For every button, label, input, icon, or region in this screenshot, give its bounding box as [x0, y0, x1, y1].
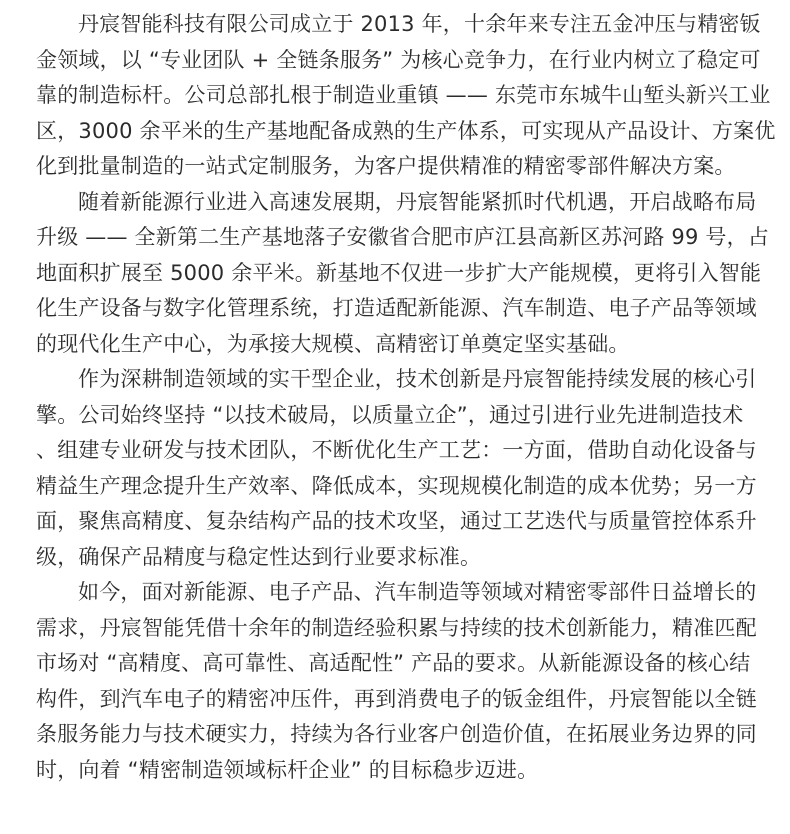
- paragraph-outlook: [36, 575, 772, 788]
- paragraph-line: 面，聚焦高精度、复杂结构产品的技术攻坚，通过工艺迭代与质量管控体系升: [36, 509, 757, 533]
- paragraph-expansion: [36, 185, 772, 363]
- paragraph-line: 作为深耕制造领域的实干型企业，技术创新是丹宸智能持续发展的核心引: [78, 367, 757, 391]
- paragraph-company-intro: [36, 7, 776, 185]
- paragraph-line: 擎。公司始终坚持 “以技术破局，以质量立企”，通过引进行业先进制造技术: [36, 402, 744, 427]
- paragraph-line: 级，确保产品精度与稳定性达到行业要求标准。: [36, 544, 482, 569]
- paragraph-line: 升级 —— 全新第二生产基地落子安徽省合肥市庐江县高新区苏河路 99 号，占: [36, 225, 770, 249]
- paragraph-line: 随着新能源行业进入高速发展期，丹宸智能紧抓时代机遇，开启战略布局: [78, 189, 757, 214]
- paragraph-line: 地面积扩展至 5000 余平米。新基地不仅进一步扩大产能规模，更将引入智能: [36, 260, 762, 285]
- paragraph-line: 时，向着 “精密制造领域标杆企业” 的目标稳步迈进。: [36, 757, 539, 782]
- paragraph-line: 精益生产理念提升生产效率、降低成本，实现规模化制造的成本优势；另一方: [36, 473, 757, 498]
- paragraph-line: 化到批量制造的一站式定制服务，为客户提供精准的精密零部件解决方案。: [36, 154, 736, 178]
- paragraph-line: 丹宸智能科技有限公司成立于 2013 年，十余年来专注五金冲压与精密钣: [78, 12, 761, 36]
- paragraph-line: 区，3000 余平米的生产基地配备成熟的生产体系，可实现从产品设计、方案优: [36, 118, 776, 143]
- paragraph-innovation: [36, 362, 772, 575]
- paragraph-line: 需求，丹宸智能凭借十余年的制造经验积累与持续的技术创新能力，精准匹配: [36, 615, 757, 640]
- paragraph-line: 市场对 “高精度、高可靠性、高适配性” 产品的要求。从新能源设备的核心结: [36, 651, 751, 675]
- paragraph-line: 、组建专业研发与技术团队，不断优化生产工艺：一方面，借助自动化设备与: [36, 438, 757, 462]
- paragraph-line: 化生产设备与数字化管理系统，打造适配新能源、汽车制造、电子产品等领域: [36, 296, 757, 320]
- paragraph-line: 条服务能力与技术硬实力，持续为各行业客户创造价值，在拓展业务边界的同: [36, 722, 757, 746]
- paragraph-line: 金领域，以 “专业团队 + 全链条服务” 为核心竞争力，在行业内树立了稳定可: [36, 47, 761, 72]
- paragraph-line: 构件，到汽车电子的精密冲压件，再到消费电子的钣金组件，丹宸智能以全链: [36, 686, 757, 711]
- paragraph-line: 如今，面对新能源、电子产品、汽车制造等领域对精密零部件日益增长的: [78, 580, 757, 604]
- paragraph-line: 靠的制造标杆。公司总部扎根于制造业重镇 —— 东莞市东城牛山堑头新兴工业: [36, 83, 771, 107]
- paragraph-line: 的现代化生产中心，为承接大规模、高精密订单奠定坚实基础。: [36, 331, 630, 356]
